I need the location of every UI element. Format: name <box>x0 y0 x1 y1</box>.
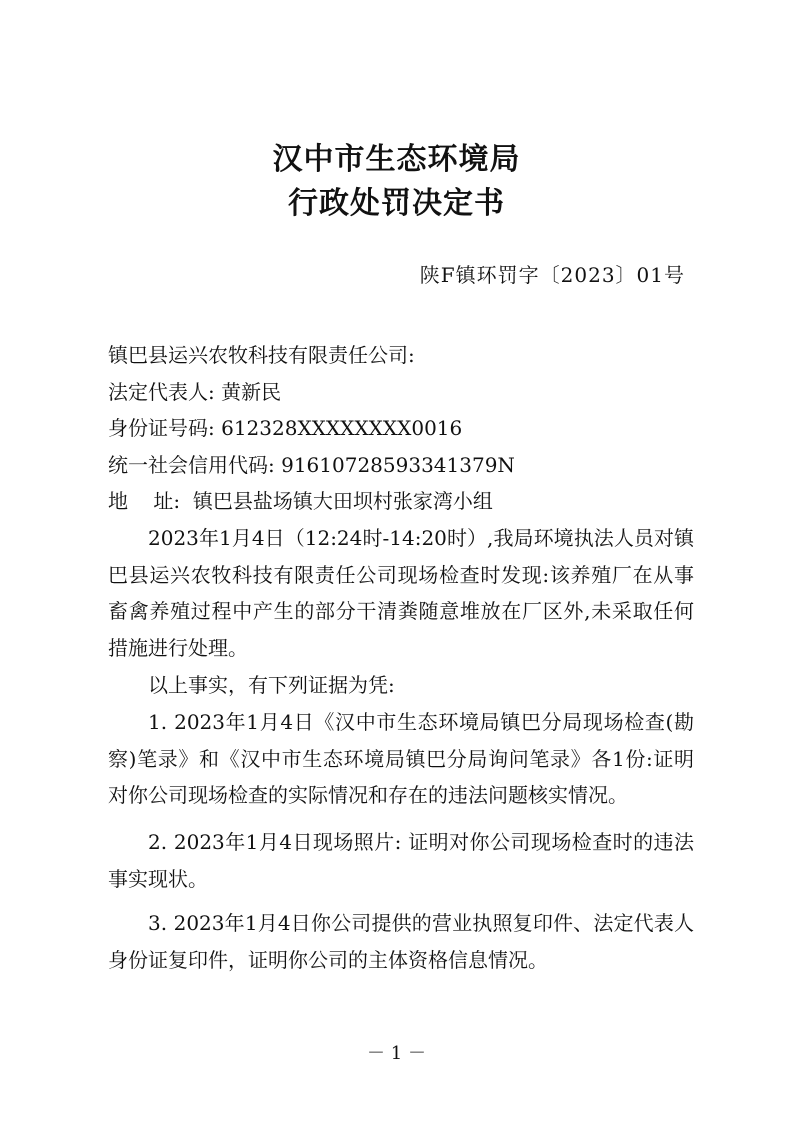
document-title-line1: 汉中市生态环境局 <box>272 142 521 177</box>
party-address: 地 址: 镇巴县盐场镇大田坝村张家湾小组 <box>108 489 493 513</box>
body-paragraph-evidence-2: 2. 2023年1月4日现场照片: 证明对你公司现场检查时的违法事实现状。 <box>108 830 694 891</box>
party-legal-rep: 法定代表人: 黄新民 <box>108 380 282 404</box>
party-id-number: 身份证号码: 612328XXXXXXXX0016 <box>108 416 463 440</box>
page-number: － 1 － <box>367 1043 426 1064</box>
party-company: 镇巴县运兴农牧科技有限责任公司: <box>108 343 415 367</box>
document-title-line2: 行政处罚决定书 <box>288 186 505 221</box>
body-paragraph-evidence-3: 3. 2023年1月4日你公司提供的营业执照复印件、法定代表人身份证复印件，证明你公司的主体资格信息情况。 <box>108 911 694 972</box>
party-credit-code: 统一社会信用代码: 91610728593341379N <box>108 453 515 477</box>
body-paragraph-facts: 2023年1月4日（12:24时-14:20时）,我局环境执法人员对镇巴县运兴农牧科技有限责任公司现场检查时发现:该养殖厂在从事畜禽养殖过程中产生的部分干清粪随意堆放在厂区外,未采取任何措施进行处理。 <box>108 526 694 661</box>
body-paragraph-evidence-1: 1. 2023年1月4日《汉中市生态环境局镇巴分局现场检查(勘察)笔录》和《汉中市生态环境局镇巴分局询问笔录》各1份:证明对你公司现场检查的实际情况和存在的违法问题核实情况。 <box>108 710 694 808</box>
document-number: 陕F镇环罚字〔2023〕01号 <box>419 263 685 287</box>
body-paragraph-evidence-intro: 以上事实，有下列证据为凭: <box>148 673 395 697</box>
